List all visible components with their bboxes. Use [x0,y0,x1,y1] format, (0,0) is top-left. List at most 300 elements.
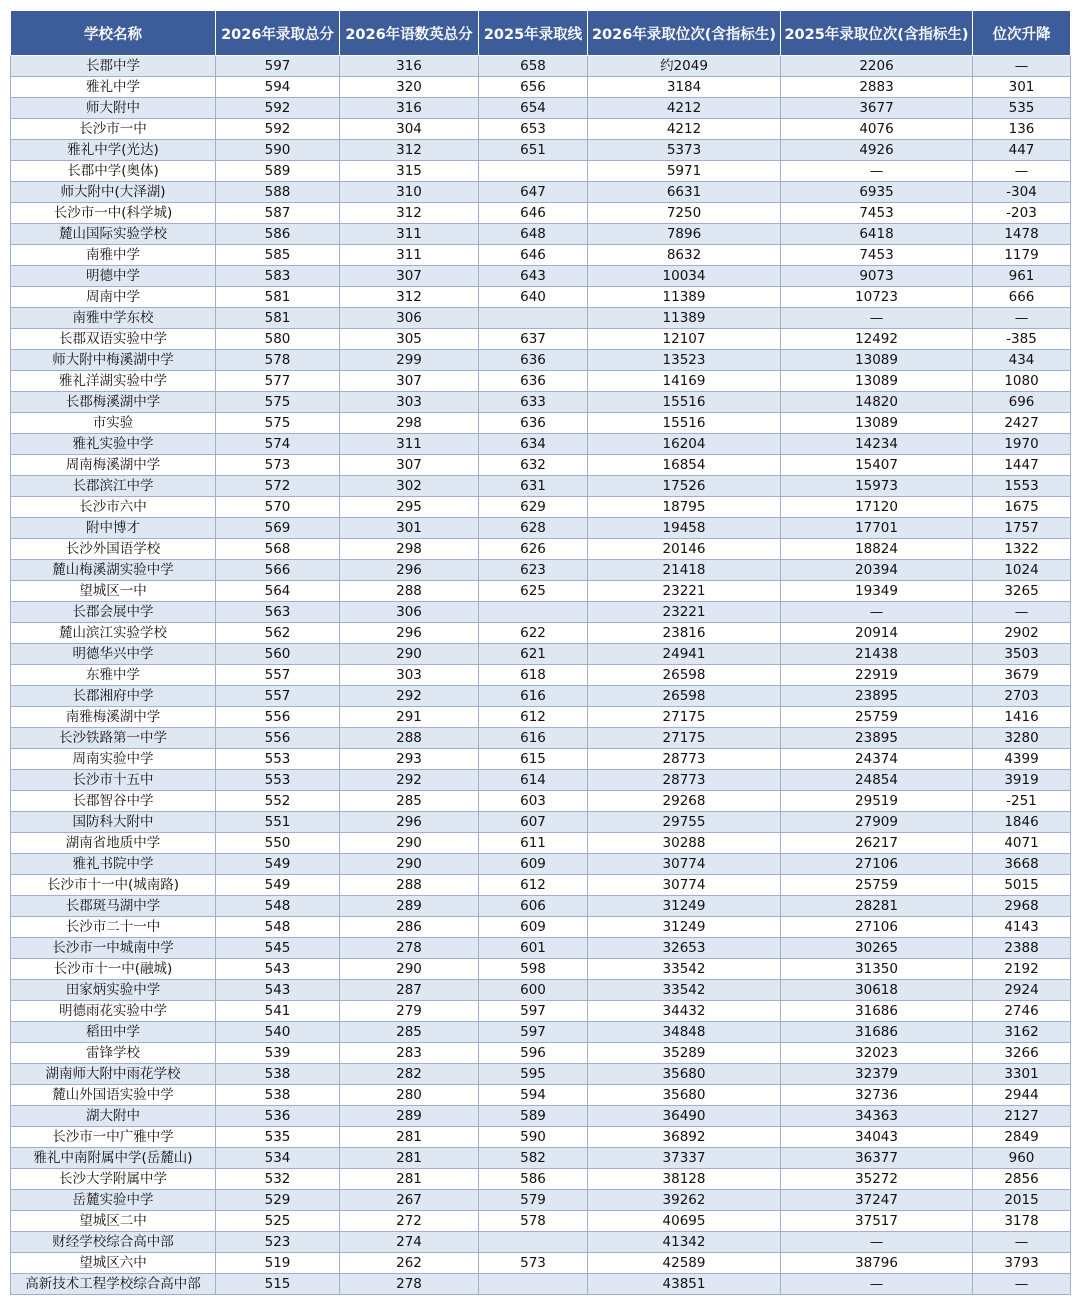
table-row [11,560,1071,581]
cell-2026-core-subjects-score: 306 [340,308,479,329]
cell-2026-core-subjects-score: 281 [340,1169,479,1190]
cell-rank-change: 1478 [973,224,1071,245]
cell-2026-total-score: 543 [216,980,340,1001]
cell-2026-rank: 38128 [588,1169,781,1190]
table-row [11,119,1071,140]
cell-2026-total-score: 568 [216,539,340,560]
cell-2026-total-score: 583 [216,266,340,287]
cell-2025-cutoff: 573 [479,1253,588,1274]
header-school-name: 学校名称 [11,11,216,56]
cell-school-name: 南雅中学 [11,245,216,266]
cell-2026-total-score: 539 [216,1043,340,1064]
cell-2025-rank: 7453 [781,203,973,224]
cell-2026-core-subjects-score: 262 [340,1253,479,1274]
cell-school-name: 周南中学 [11,287,216,308]
cell-school-name: 雅礼实验中学 [11,434,216,455]
cell-2025-rank: — [781,602,973,623]
cell-2026-core-subjects-score: 298 [340,539,479,560]
cell-rank-change: 2015 [973,1190,1071,1211]
table-row [11,1085,1071,1106]
cell-2026-total-score: 535 [216,1127,340,1148]
cell-school-name: 周南实验中学 [11,749,216,770]
cell-2026-total-score: 594 [216,77,340,98]
cell-rank-change: 666 [973,287,1071,308]
cell-rank-change: 535 [973,98,1071,119]
cell-2026-total-score: 551 [216,812,340,833]
cell-2026-total-score: 573 [216,455,340,476]
cell-school-name: 长沙外国语学校 [11,539,216,560]
cell-2026-total-score: 534 [216,1148,340,1169]
cell-2026-core-subjects-score: 292 [340,770,479,791]
cell-2026-rank: 8632 [588,245,781,266]
cell-school-name: 田家炳实验中学 [11,980,216,1001]
cell-2026-core-subjects-score: 299 [340,350,479,371]
cell-2026-rank: 32653 [588,938,781,959]
cell-school-name: 市实验 [11,413,216,434]
cell-school-name: 附中博才 [11,518,216,539]
cell-2026-rank: 4212 [588,98,781,119]
cell-2026-rank: 17526 [588,476,781,497]
cell-2025-rank: 3677 [781,98,973,119]
table-row [11,182,1071,203]
cell-rank-change: — [973,308,1071,329]
cell-2025-cutoff: 586 [479,1169,588,1190]
cell-2026-core-subjects-score: 302 [340,476,479,497]
cell-2026-total-score: 580 [216,329,340,350]
cell-2026-core-subjects-score: 279 [340,1001,479,1022]
cell-2026-rank: 6631 [588,182,781,203]
admission-table-container [10,10,1070,1295]
cell-school-name: 财经学校综合高中部 [11,1232,216,1253]
cell-2025-rank: 15973 [781,476,973,497]
cell-2026-rank: 26598 [588,665,781,686]
cell-2026-total-score: 540 [216,1022,340,1043]
cell-school-name: 雷锋学校 [11,1043,216,1064]
cell-2026-rank: 7896 [588,224,781,245]
cell-2025-rank: 34043 [781,1127,973,1148]
cell-2025-rank: 25759 [781,707,973,728]
cell-school-name: 麓山国际实验学校 [11,224,216,245]
cell-2026-rank: 35680 [588,1085,781,1106]
table-row [11,329,1071,350]
cell-2026-rank: 21418 [588,560,781,581]
cell-2026-total-score: 572 [216,476,340,497]
cell-school-name: 雅礼中学 [11,77,216,98]
cell-2026-rank: 4212 [588,119,781,140]
cell-2025-cutoff: 626 [479,539,588,560]
cell-school-name: 长沙市一中 [11,119,216,140]
table-row [11,749,1071,770]
cell-school-name: 长郡智谷中学 [11,791,216,812]
table-row [11,413,1071,434]
table-row [11,308,1071,329]
cell-2026-total-score: 563 [216,602,340,623]
cell-2025-rank: 27106 [781,854,973,875]
cell-2025-rank: 37517 [781,1211,973,1232]
cell-2025-cutoff: 612 [479,707,588,728]
cell-rank-change: 2902 [973,623,1071,644]
header-2026-total-score: 2026年录取总分 [216,11,340,56]
cell-2026-total-score: 587 [216,203,340,224]
cell-2026-rank: 16204 [588,434,781,455]
cell-school-name: 长沙市十五中 [11,770,216,791]
cell-rank-change: 2746 [973,1001,1071,1022]
cell-2025-cutoff: 658 [479,56,588,77]
cell-rank-change: 2192 [973,959,1071,980]
table-row [11,896,1071,917]
cell-2026-rank: 37337 [588,1148,781,1169]
cell-school-name: 湖大附中 [11,1106,216,1127]
cell-school-name: 明德华兴中学 [11,644,216,665]
cell-2026-core-subjects-score: 307 [340,455,479,476]
cell-2026-core-subjects-score: 303 [340,392,479,413]
cell-school-name: 长沙市一中(科学城) [11,203,216,224]
cell-2026-core-subjects-score: 290 [340,959,479,980]
cell-2026-total-score: 538 [216,1064,340,1085]
cell-2025-rank: 31686 [781,1001,973,1022]
cell-2026-total-score: 581 [216,287,340,308]
cell-2026-total-score: 597 [216,56,340,77]
cell-2026-rank: 23816 [588,623,781,644]
cell-school-name: 岳麓实验中学 [11,1190,216,1211]
cell-school-name: 湖南师大附中雨花学校 [11,1064,216,1085]
cell-2026-rank: 13523 [588,350,781,371]
table-row [11,518,1071,539]
table-row [11,665,1071,686]
cell-2026-core-subjects-score: 288 [340,728,479,749]
cell-rank-change: 2944 [973,1085,1071,1106]
table-row [11,56,1071,77]
cell-school-name: 国防科大附中 [11,812,216,833]
cell-2026-core-subjects-score: 310 [340,182,479,203]
cell-rank-change: -203 [973,203,1071,224]
cell-school-name: 麓山梅溪湖实验中学 [11,560,216,581]
cell-2026-core-subjects-score: 272 [340,1211,479,1232]
table-row [11,1148,1071,1169]
cell-2025-rank: 27909 [781,812,973,833]
cell-2026-core-subjects-score: 295 [340,497,479,518]
cell-2025-rank: 30618 [781,980,973,1001]
cell-2026-rank: 33542 [588,959,781,980]
cell-rank-change: 301 [973,77,1071,98]
cell-school-name: 望城区二中 [11,1211,216,1232]
cell-2025-rank: 32736 [781,1085,973,1106]
cell-2025-rank: 14820 [781,392,973,413]
cell-school-name: 南雅梅溪湖中学 [11,707,216,728]
cell-2026-total-score: 586 [216,224,340,245]
cell-rank-change: — [973,1274,1071,1295]
cell-2025-cutoff: 612 [479,875,588,896]
table-row [11,1001,1071,1022]
cell-2025-cutoff: 622 [479,623,588,644]
cell-2026-rank: 31249 [588,917,781,938]
table-row [11,644,1071,665]
cell-2026-rank: 12107 [588,329,781,350]
cell-2025-cutoff: 615 [479,749,588,770]
table-row [11,791,1071,812]
cell-2026-rank: 18795 [588,497,781,518]
cell-2026-core-subjects-score: 281 [340,1127,479,1148]
cell-rank-change: — [973,602,1071,623]
cell-2026-total-score: 592 [216,98,340,119]
cell-2025-cutoff [479,602,588,623]
cell-2026-core-subjects-score: 291 [340,707,479,728]
table-row [11,266,1071,287]
cell-2025-cutoff: 606 [479,896,588,917]
table-row [11,1022,1071,1043]
header-2025-cutoff: 2025年录取线 [479,11,588,56]
cell-2025-rank: 27106 [781,917,973,938]
cell-rank-change: 3280 [973,728,1071,749]
cell-rank-change: 5015 [973,875,1071,896]
cell-rank-change: — [973,56,1071,77]
cell-2026-total-score: 553 [216,749,340,770]
cell-2025-cutoff: 578 [479,1211,588,1232]
cell-2026-rank: 30774 [588,854,781,875]
cell-2025-cutoff: 607 [479,812,588,833]
cell-school-name: 湖南省地质中学 [11,833,216,854]
cell-2026-rank: 11389 [588,308,781,329]
cell-2026-total-score: 557 [216,686,340,707]
cell-2025-rank: 2883 [781,77,973,98]
cell-school-name: 东雅中学 [11,665,216,686]
cell-2025-rank: 38796 [781,1253,973,1274]
header-2025-rank: 2025年录取位次(含指标生) [781,11,973,56]
table-row [11,959,1071,980]
cell-2025-cutoff: 651 [479,140,588,161]
cell-2026-core-subjects-score: 312 [340,203,479,224]
table-row [11,770,1071,791]
cell-2026-core-subjects-score: 305 [340,329,479,350]
cell-2026-rank: 23221 [588,602,781,623]
cell-school-name: 南雅中学东校 [11,308,216,329]
cell-school-name: 长沙市二十一中 [11,917,216,938]
cell-2025-cutoff: 636 [479,413,588,434]
cell-2025-rank: 17701 [781,518,973,539]
cell-2026-total-score: 548 [216,917,340,938]
table-row [11,623,1071,644]
table-row [11,812,1071,833]
cell-2025-rank: 14234 [781,434,973,455]
cell-2025-cutoff [479,1274,588,1295]
cell-rank-change: 2427 [973,413,1071,434]
cell-school-name: 麓山滨江实验学校 [11,623,216,644]
cell-rank-change: 1447 [973,455,1071,476]
table-row [11,1232,1071,1253]
cell-2025-cutoff: 634 [479,434,588,455]
cell-2026-core-subjects-score: 296 [340,560,479,581]
cell-2025-cutoff: 648 [479,224,588,245]
cell-school-name: 长郡双语实验中学 [11,329,216,350]
cell-rank-change: -251 [973,791,1071,812]
cell-2026-core-subjects-score: 306 [340,602,479,623]
cell-2026-total-score: 550 [216,833,340,854]
cell-rank-change: 3265 [973,581,1071,602]
cell-2026-rank: 31249 [588,896,781,917]
table-row [11,1127,1071,1148]
cell-2025-cutoff: 596 [479,1043,588,1064]
cell-2025-cutoff: 656 [479,77,588,98]
cell-2025-cutoff: 579 [479,1190,588,1211]
table-row [11,434,1071,455]
cell-2026-total-score: 556 [216,707,340,728]
cell-2026-rank: 24941 [588,644,781,665]
cell-2025-cutoff: 598 [479,959,588,980]
cell-2026-core-subjects-score: 315 [340,161,479,182]
cell-2026-core-subjects-score: 311 [340,434,479,455]
cell-rank-change: 3668 [973,854,1071,875]
cell-2026-rank: 约2049 [588,56,781,77]
cell-school-name: 长沙大学附属中学 [11,1169,216,1190]
table-row [11,854,1071,875]
cell-2025-rank: 12492 [781,329,973,350]
cell-2026-core-subjects-score: 278 [340,938,479,959]
header-2026-rank: 2026年录取位次(含指标生) [588,11,781,56]
cell-rank-change: 2703 [973,686,1071,707]
cell-2025-rank: 26217 [781,833,973,854]
cell-rank-change: 2924 [973,980,1071,1001]
cell-school-name: 师大附中(大泽湖) [11,182,216,203]
cell-2026-rank: 30774 [588,875,781,896]
cell-2026-total-score: 592 [216,119,340,140]
cell-school-name: 长郡湘府中学 [11,686,216,707]
table-row [11,350,1071,371]
cell-2026-total-score: 536 [216,1106,340,1127]
cell-2026-total-score: 548 [216,896,340,917]
cell-school-name: 雅礼中学(光达) [11,140,216,161]
cell-2025-cutoff [479,308,588,329]
table-row [11,245,1071,266]
cell-2026-rank: 35289 [588,1043,781,1064]
cell-2026-total-score: 588 [216,182,340,203]
cell-2026-rank: 10034 [588,266,781,287]
cell-2025-cutoff: 597 [479,1022,588,1043]
cell-2026-rank: 28773 [588,770,781,791]
cell-2026-core-subjects-score: 312 [340,287,479,308]
cell-2026-total-score: 581 [216,308,340,329]
cell-2026-core-subjects-score: 278 [340,1274,479,1295]
cell-rank-change: — [973,161,1071,182]
cell-school-name: 长沙市十一中(融城) [11,959,216,980]
cell-rank-change: 961 [973,266,1071,287]
cell-rank-change: 434 [973,350,1071,371]
table-row [11,476,1071,497]
cell-2026-core-subjects-score: 290 [340,644,479,665]
cell-2026-total-score: 566 [216,560,340,581]
cell-2026-core-subjects-score: 285 [340,791,479,812]
cell-2025-rank: 20394 [781,560,973,581]
cell-2026-total-score: 545 [216,938,340,959]
cell-2026-total-score: 585 [216,245,340,266]
table-row [11,1043,1071,1064]
cell-2025-cutoff: 590 [479,1127,588,1148]
cell-2026-total-score: 570 [216,497,340,518]
cell-2025-cutoff [479,161,588,182]
cell-2026-core-subjects-score: 274 [340,1232,479,1253]
cell-2026-total-score: 574 [216,434,340,455]
table-header [11,11,1071,56]
cell-2025-cutoff: 632 [479,455,588,476]
cell-2025-rank: 32023 [781,1043,973,1064]
cell-school-name: 周南梅溪湖中学 [11,455,216,476]
cell-2026-rank: 7250 [588,203,781,224]
cell-2025-rank: 13089 [781,413,973,434]
cell-2025-rank: 10723 [781,287,973,308]
table-row [11,224,1071,245]
table-row [11,77,1071,98]
table-row [11,728,1071,749]
table-row [11,581,1071,602]
cell-2026-total-score: 575 [216,413,340,434]
cell-2025-cutoff: 654 [479,98,588,119]
cell-2025-cutoff: 614 [479,770,588,791]
cell-2025-rank: 2206 [781,56,973,77]
cell-2025-cutoff: 609 [479,917,588,938]
cell-2026-rank: 5971 [588,161,781,182]
cell-2026-rank: 39262 [588,1190,781,1211]
cell-rank-change: 3266 [973,1043,1071,1064]
cell-2025-rank: 30265 [781,938,973,959]
cell-2026-core-subjects-score: 307 [340,371,479,392]
cell-school-name: 长郡梅溪湖中学 [11,392,216,413]
cell-rank-change: 2968 [973,896,1071,917]
cell-2026-rank: 29268 [588,791,781,812]
cell-2026-total-score: 578 [216,350,340,371]
table-row [11,833,1071,854]
cell-2025-rank: — [781,1274,973,1295]
cell-2026-total-score: 519 [216,1253,340,1274]
cell-rank-change: 1416 [973,707,1071,728]
table-row [11,1253,1071,1274]
cell-2025-rank: 4926 [781,140,973,161]
cell-2025-rank: 35272 [781,1169,973,1190]
cell-2025-rank: 6935 [781,182,973,203]
cell-2026-rank: 16854 [588,455,781,476]
cell-school-name: 长郡会展中学 [11,602,216,623]
cell-2025-cutoff: 618 [479,665,588,686]
cell-2026-rank: 40695 [588,1211,781,1232]
cell-2026-core-subjects-score: 312 [340,140,479,161]
cell-2025-cutoff: 611 [479,833,588,854]
cell-2025-rank: — [781,1232,973,1253]
header-2026-core-subjects-score: 2026年语数英总分 [340,11,479,56]
cell-school-name: 明德中学 [11,266,216,287]
cell-2025-cutoff: 636 [479,350,588,371]
cell-2026-rank: 34848 [588,1022,781,1043]
cell-rank-change: 1757 [973,518,1071,539]
cell-2025-rank: — [781,161,973,182]
table-row [11,1211,1071,1232]
cell-2026-core-subjects-score: 296 [340,623,479,644]
table-row [11,938,1071,959]
cell-2026-rank: 35680 [588,1064,781,1085]
table-row [11,602,1071,623]
table-row [11,455,1071,476]
cell-school-name: 长沙市六中 [11,497,216,518]
cell-rank-change: 2856 [973,1169,1071,1190]
admission-table [10,10,1071,1295]
cell-2026-rank: 42589 [588,1253,781,1274]
cell-2026-total-score: 577 [216,371,340,392]
cell-2026-core-subjects-score: 293 [340,749,479,770]
cell-2025-cutoff: 636 [479,371,588,392]
cell-rank-change: 3162 [973,1022,1071,1043]
cell-2026-core-subjects-score: 288 [340,581,479,602]
cell-rank-change: 1970 [973,434,1071,455]
cell-2025-rank: 20914 [781,623,973,644]
cell-2026-rank: 15516 [588,392,781,413]
cell-2026-total-score: 541 [216,1001,340,1022]
